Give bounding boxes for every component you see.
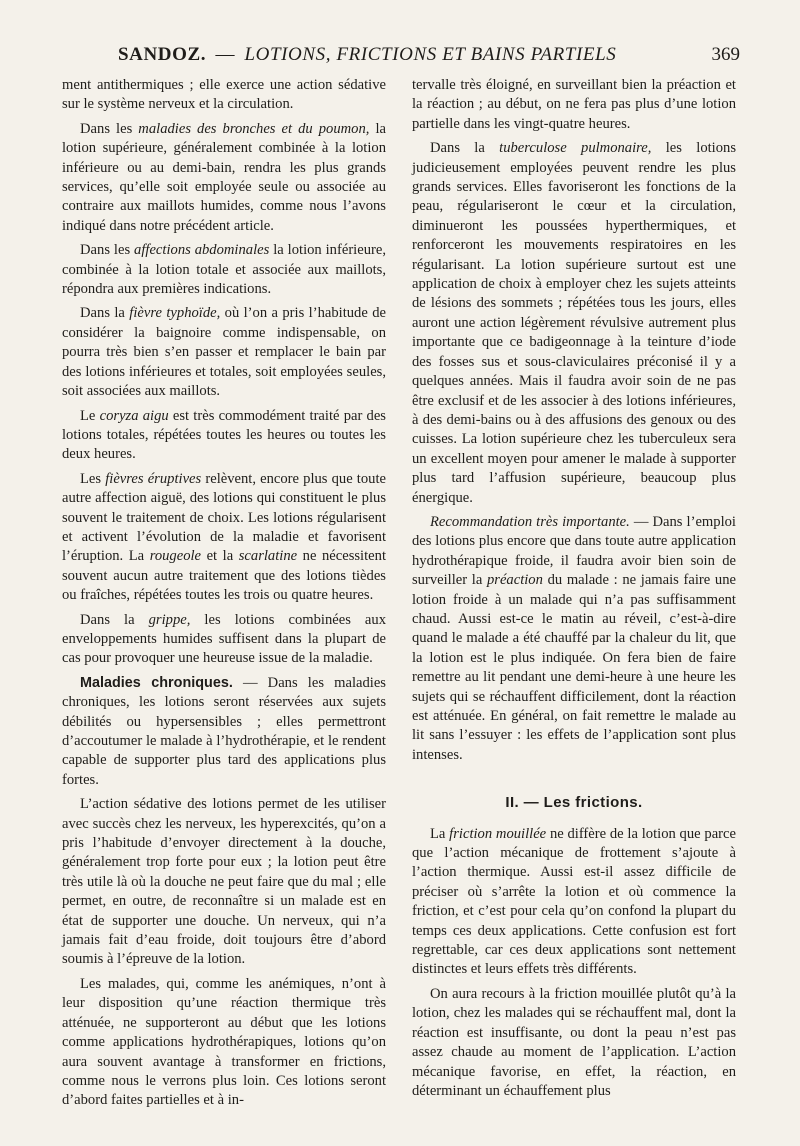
running-header — [62, 40, 742, 74]
paragraph: Dans la tuberculose pulmonaire, les lotions judicieusement employées peuvent rendre les plus grands services. Elles favoriseront les fonctions de la peau, régulariseront le cœur et la circulation, diminueront les poussées hyperthermiques, et renforceront les mouvements respiratoires en les régularisant. La lotion supérieure surtout est une application de choix à employer chez les sujets atteints de lésions des sommets ; répétées tous les jours, elles auront une action légèrement révulsive autrement plus importante que ce badigeonnage à la teinture d’iode des fosses sus et sous-claviculaires préconisé il y a quelques années. Mais il faudra avoir soin de ne pas être exclusif et de les associer à des lotions inférieures, à des demi-bains ou à des affusions des genoux ou des cuisses. La lotion supérieure chez les tuberculeux sera un excellent moyen pour amener le malade à supporter plus tard l’affusion supérieure, beaucoup plus énergique. — [412, 140, 736, 506]
left-column — [62, 76, 386, 1116]
paragraph: La friction mouillée ne diffère de la lotion que parce que l’action mécanique de frottement s’ajoute à l’action thermique. Aussi est-il assez difficile de préciser où s’arrête la lotion et où commence la friction, et c’est pour cela qu’on confond la plupart du temps ces deux applications. Cette confusion est fort regrettable, car ces deux applications sont nettement distinctes et leurs effets très différents. — [412, 825, 736, 978]
paragraph: Dans les maladies des bronches et du poumon, la lotion supérieure, généralement combinée à la lotion inférieure ou au demi-bain, rendra les plus grands services, qu’elle soit employée seule ou associée au contraire aux maillots humides, comme nous l’avons indiqué dans notre précédent article. — [62, 120, 386, 234]
paragraph: Dans la grippe, les lotions combinées aux enveloppements humides suffisent dans la plupart de cas pour provoquer une heureuse issue de la maladie. — [62, 611, 386, 667]
paragraph: Les malades, qui, comme les anémiques, n’ont à leur disposition qu’une réaction thermique très atténuée, ne supporteront au début que les lotions comme applications hydrothérapiques, lotions qu’on aura souvent avantage à transformer en frictions, comme nous le verrons plus loin. Ces lotions seront d’abord faites partielles et à in- — [62, 975, 386, 1109]
section-heading: II. — Les frictions. — [505, 794, 643, 812]
paragraph: ment antithermiques ; elle exerce une action sédative sur le système nerveux et la circulation. — [62, 77, 386, 113]
paragraph: Dans les affections abdominales la lotion inférieure, combinée à la lotion totale et associée aux maillots, répondra aux premières indications. — [62, 242, 386, 298]
page-number: 369 — [711, 44, 740, 65]
header-author: SANDOZ. — [118, 44, 207, 65]
paragraph: L’action sédative des lotions permet de les utiliser avec succès chez les nerveux, les hyperexcités, qu’on a pris l’habitude d’envoyer directement à la douche, généralement trop forte pour eux ; la lotion peut être très utile là où la douche ne peut faire que du mal ; elle permet, en outre, de reconnaître si un malade est en état de supporter une douche. Un nerveux, qui n’a jamais fait d’eau froide, doit toujours être d’abord soumis à l’épreuve de la lotion. — [62, 796, 386, 968]
header-dash: — — [215, 44, 236, 65]
paragraph: Le coryza aigu est très commodément traité par des lotions totales, répétées toutes les heures ou toutes les deux heures. — [62, 407, 386, 463]
subsection-heading: Maladies chroniques. — [80, 674, 233, 691]
paragraph: Dans la fièvre typhoïde, où l’on a pris l’habitude de considérer la baignoire comme indispensable, on pourra très bien s’en passer et remplacer le bain par des lotions inférieures et totales, soit employées seules, soit associées aux maillots. — [62, 305, 386, 400]
paragraph: Les fièvres éruptives relèvent, encore plus que toute autre affection aiguë, des lotions qui constituent le plus souvent le traitement de choix. Les lotions régularisent et activent l’évolution de la maladie et favorisent l’éruption. La rougeole et la scarlatine ne nécessitent souvent aucun autre traitement que des lotions tièdes ou fraîches, répétées toutes les trois ou quatre heures. — [62, 470, 386, 604]
paragraph: On aura recours à la friction mouillée plutôt qu’à la lotion, chez les malades qui se réchauffent mal, dont la réaction est insuffisante, ou dont la peau n’est pas assez chaude au moment de l’application. L’action mécanique favorise, en effet, la réaction, en déterminant un échauffement plus — [412, 985, 736, 1099]
running-title — [118, 44, 616, 66]
right-column — [412, 76, 736, 1106]
paragraph: Maladies chroniques. — Dans les maladies chroniques, les lotions seront réservées aux sujets débilités ou hypersensibles ; elles permettront d’accoutumer le malade à l’hydrothérapie, et le rendent capable de supporter plus tard des applications plus fortes. — [62, 674, 386, 788]
paragraph: tervalle très éloigné, en surveillant bien la préaction et la réaction ; au début, on ne fera pas plus d’une lotion partielle dans les vingt-quatre heures. — [412, 77, 736, 132]
header-subject: LOTIONS, FRICTIONS ET BAINS PARTIELS — [244, 44, 617, 65]
paragraph: Recommandation très importante. — Dans l’emploi des lotions plus encore que dans toute autre application hydrothérapique froide, il faudra avoir bien soin de surveiller la préaction du malade : ne jamais faire une lotion froide à un malade qui n’a pas suffisamment chaud. Aussi est-ce le matin au réveil, c’est-à-dire quand le malade a été chauffé par la chaleur du lit, que la lotion est le plus indiquée. On fera bien de faire remettre au lit pendant une demi-heure à une heure les sujets qui se réchauffent difficilement, dont la réaction est atténuée. En général, on fait remettre le malade au lit sans l’essuyer : les effets de l’application sont plus intenses. — [412, 513, 736, 763]
